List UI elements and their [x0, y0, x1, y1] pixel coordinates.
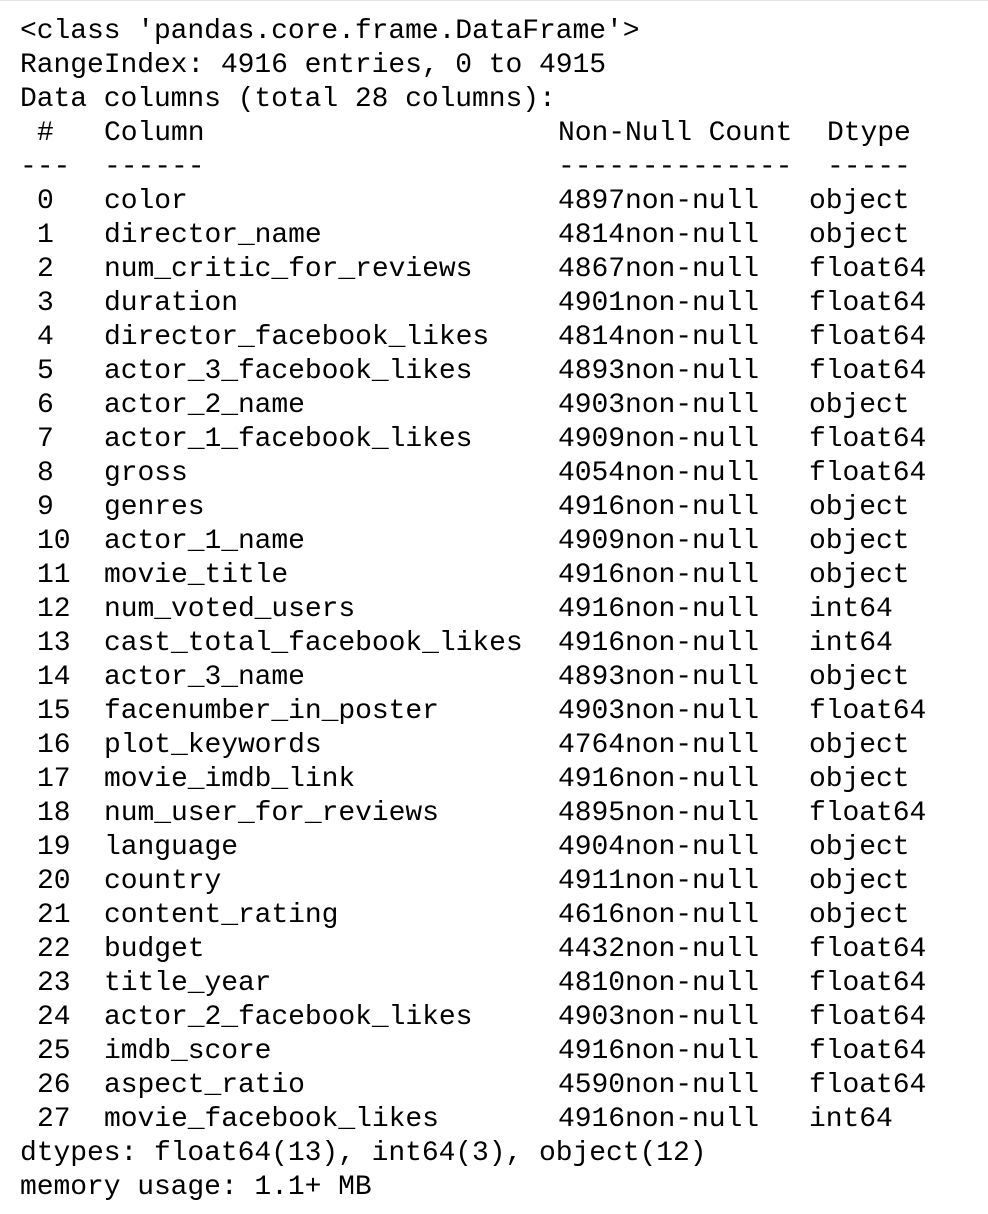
row-index-value: 4	[37, 322, 54, 353]
row-index-value: 26	[37, 1070, 71, 1101]
row-index	[20, 219, 104, 253]
row-non-null-count: 4867	[558, 254, 625, 285]
row-index-value: 7	[37, 424, 54, 455]
row-index-value: 2	[37, 254, 54, 285]
class-line: <class 'pandas.core.frame.DataFrame'>	[20, 16, 640, 47]
table-row	[20, 185, 926, 219]
row-column-name: actor_2_name	[104, 390, 305, 421]
row-non-null-count: 4814	[558, 322, 625, 353]
row-index-value: 15	[37, 696, 71, 727]
row-column-name: num_voted_users	[104, 594, 356, 625]
row-non-null-count: 4901	[558, 288, 625, 319]
row-non-null-label: non-null	[625, 696, 759, 727]
table-row	[20, 389, 926, 423]
row-index-value: 23	[37, 968, 71, 999]
row-column-name: genres	[104, 492, 205, 523]
row-dtype: object	[809, 866, 910, 897]
row-index-value: 5	[37, 356, 54, 387]
row-index-value: 16	[37, 730, 71, 761]
row-column-name: movie_imdb_link	[104, 764, 356, 795]
row-dtype: float64	[809, 322, 927, 353]
dtypes-summary-line: dtypes: float64(13), int64(3), object(12)	[20, 1138, 707, 1169]
table-row	[20, 899, 926, 933]
row-index	[20, 763, 104, 797]
table-row	[20, 1035, 926, 1069]
row-dtype: float64	[809, 356, 927, 387]
row-column-name: movie_title	[104, 560, 289, 591]
row-index	[20, 321, 104, 355]
table-row	[20, 797, 926, 831]
row-column-name: language	[104, 832, 238, 863]
row-non-null-count: 4909	[558, 424, 625, 455]
row-index-value: 25	[37, 1036, 71, 1067]
header-dtype: Dtype	[827, 118, 911, 149]
row-column-name: actor_1_name	[104, 526, 305, 557]
row-non-null-count: 4764	[558, 730, 625, 761]
row-dtype: int64	[809, 1104, 893, 1135]
row-non-null-label: non-null	[625, 186, 759, 217]
row-index	[20, 797, 104, 831]
row-dtype: object	[809, 492, 910, 523]
row-non-null-label: non-null	[625, 1070, 759, 1101]
row-dtype: object	[809, 764, 910, 795]
dataframe-info-output	[20, 15, 926, 1205]
row-non-null-label: non-null	[625, 900, 759, 931]
row-dtype: int64	[809, 628, 893, 659]
row-non-null-label: non-null	[625, 1104, 759, 1135]
row-non-null-count: 4909	[558, 526, 625, 557]
row-index	[20, 729, 104, 763]
row-index	[20, 967, 104, 1001]
row-dtype: float64	[809, 968, 927, 999]
row-index-value: 1	[37, 220, 54, 251]
table-row	[20, 287, 926, 321]
row-index-value: 0	[37, 186, 54, 217]
row-dtype: float64	[809, 1002, 927, 1033]
separator-dtype: -----	[827, 152, 911, 183]
row-non-null-label: non-null	[625, 730, 759, 761]
row-non-null-label: non-null	[625, 934, 759, 965]
row-dtype: object	[809, 220, 910, 251]
row-dtype: float64	[809, 1036, 927, 1067]
row-index-value: 17	[37, 764, 71, 795]
row-column-name: imdb_score	[104, 1036, 272, 1067]
row-index-value: 12	[37, 594, 71, 625]
row-dtype: object	[809, 900, 910, 931]
row-non-null-label: non-null	[625, 492, 759, 523]
table-row	[20, 627, 926, 661]
row-column-name: aspect_ratio	[104, 1070, 305, 1101]
table-row	[20, 661, 926, 695]
row-index	[20, 661, 104, 695]
row-dtype: float64	[809, 696, 927, 727]
row-dtype: object	[809, 730, 910, 761]
row-dtype: float64	[809, 254, 927, 285]
row-non-null-label: non-null	[625, 424, 759, 455]
separator-index: ---	[20, 152, 71, 183]
table-row	[20, 831, 926, 865]
table-row	[20, 355, 926, 389]
table-row	[20, 559, 926, 593]
row-dtype: int64	[809, 594, 893, 625]
memory-usage-line: memory usage: 1.1+ MB	[20, 1172, 372, 1203]
row-non-null-label: non-null	[625, 1036, 759, 1067]
row-non-null-count: 4916	[558, 560, 625, 591]
table-row	[20, 321, 926, 355]
table-row	[20, 1103, 926, 1137]
row-index	[20, 457, 104, 491]
row-index	[20, 899, 104, 933]
row-column-name: budget	[104, 934, 205, 965]
table-row	[20, 1069, 926, 1103]
table-row	[20, 729, 926, 763]
row-column-name: cast_total_facebook_likes	[104, 628, 523, 659]
row-index-value: 9	[37, 492, 54, 523]
table-row	[20, 457, 926, 491]
row-non-null-label: non-null	[625, 220, 759, 251]
column-rows	[20, 185, 926, 1137]
row-column-name: movie_facebook_likes	[104, 1104, 439, 1135]
row-dtype: object	[809, 390, 910, 421]
row-index-value: 14	[37, 662, 71, 693]
row-non-null-count: 4903	[558, 696, 625, 727]
row-index-value: 18	[37, 798, 71, 829]
row-non-null-count: 4916	[558, 492, 625, 523]
row-non-null-count: 4916	[558, 628, 625, 659]
table-row	[20, 593, 926, 627]
row-non-null-label: non-null	[625, 1002, 759, 1033]
row-non-null-label: non-null	[625, 594, 759, 625]
row-non-null-count: 4903	[558, 1002, 625, 1033]
row-non-null-count: 4916	[558, 764, 625, 795]
row-index-value: 11	[37, 560, 71, 591]
row-column-name: country	[104, 866, 222, 897]
column-header-row	[20, 117, 926, 151]
row-non-null-count: 4911	[558, 866, 625, 897]
output-top-border	[0, 0, 988, 1]
table-row	[20, 933, 926, 967]
row-index-value: 24	[37, 1002, 71, 1033]
data-columns-line: Data columns (total 28 columns):	[20, 84, 556, 115]
row-non-null-label: non-null	[625, 390, 759, 421]
row-column-name: director_name	[104, 220, 322, 251]
row-non-null-count: 4897	[558, 186, 625, 217]
table-row	[20, 219, 926, 253]
row-non-null-count: 4616	[558, 900, 625, 931]
row-column-name: content_rating	[104, 900, 339, 931]
row-index-value: 8	[37, 458, 54, 489]
row-index-value: 3	[37, 288, 54, 319]
row-non-null-label: non-null	[625, 458, 759, 489]
row-index-value: 10	[37, 526, 71, 557]
row-non-null-count: 4814	[558, 220, 625, 251]
row-column-name: plot_keywords	[104, 730, 322, 761]
row-index	[20, 1035, 104, 1069]
row-index-value: 27	[37, 1104, 71, 1135]
row-index	[20, 423, 104, 457]
row-dtype: float64	[809, 934, 927, 965]
row-index	[20, 389, 104, 423]
row-column-name: color	[104, 186, 188, 217]
row-index-value: 22	[37, 934, 71, 965]
row-index	[20, 933, 104, 967]
row-non-null-count: 4916	[558, 1104, 625, 1135]
row-index-value: 20	[37, 866, 71, 897]
row-non-null-count: 4893	[558, 662, 625, 693]
row-index	[20, 865, 104, 899]
row-column-name: num_critic_for_reviews	[104, 254, 473, 285]
row-index-value: 6	[37, 390, 54, 421]
row-non-null-label: non-null	[625, 526, 759, 557]
row-dtype: object	[809, 662, 910, 693]
header-column: Column	[104, 118, 205, 149]
row-dtype: float64	[809, 458, 927, 489]
row-dtype: float64	[809, 1070, 927, 1101]
row-index	[20, 695, 104, 729]
row-index	[20, 1069, 104, 1103]
table-row	[20, 763, 926, 797]
row-dtype: float64	[809, 424, 927, 455]
row-non-null-count: 4903	[558, 390, 625, 421]
row-column-name: gross	[104, 458, 188, 489]
row-non-null-label: non-null	[625, 322, 759, 353]
row-index	[20, 355, 104, 389]
row-column-name: actor_3_facebook_likes	[104, 356, 473, 387]
row-non-null-count: 4895	[558, 798, 625, 829]
table-row	[20, 253, 926, 287]
table-row	[20, 491, 926, 525]
row-non-null-label: non-null	[625, 764, 759, 795]
table-row	[20, 695, 926, 729]
row-non-null-count: 4810	[558, 968, 625, 999]
row-column-name: num_user_for_reviews	[104, 798, 439, 829]
row-non-null-count: 4432	[558, 934, 625, 965]
table-row	[20, 423, 926, 457]
separator-row	[20, 151, 926, 185]
row-column-name: actor_3_name	[104, 662, 305, 693]
row-non-null-label: non-null	[625, 560, 759, 591]
row-non-null-label: non-null	[625, 628, 759, 659]
range-index-line: RangeIndex: 4916 entries, 0 to 4915	[20, 50, 606, 81]
row-index	[20, 1001, 104, 1035]
table-row	[20, 865, 926, 899]
row-index	[20, 559, 104, 593]
table-row	[20, 525, 926, 559]
row-dtype: object	[809, 186, 910, 217]
row-non-null-count: 4590	[558, 1070, 625, 1101]
row-non-null-label: non-null	[625, 968, 759, 999]
row-non-null-count: 4893	[558, 356, 625, 387]
row-non-null-count: 4916	[558, 594, 625, 625]
table-row	[20, 1001, 926, 1035]
row-index-value: 19	[37, 832, 71, 863]
row-index	[20, 831, 104, 865]
row-index	[20, 525, 104, 559]
row-index	[20, 185, 104, 219]
row-dtype: float64	[809, 798, 927, 829]
row-column-name: actor_1_facebook_likes	[104, 424, 473, 455]
table-row	[20, 967, 926, 1001]
row-index	[20, 593, 104, 627]
row-index	[20, 1103, 104, 1137]
row-index	[20, 253, 104, 287]
row-dtype: object	[809, 526, 910, 557]
row-index	[20, 627, 104, 661]
row-column-name: duration	[104, 288, 238, 319]
row-non-null-label: non-null	[625, 662, 759, 693]
row-non-null-label: non-null	[625, 254, 759, 285]
row-column-name: title_year	[104, 968, 272, 999]
row-non-null-label: non-null	[625, 356, 759, 387]
row-non-null-count: 4904	[558, 832, 625, 863]
row-non-null-label: non-null	[625, 866, 759, 897]
row-dtype: object	[809, 560, 910, 591]
row-non-null-label: non-null	[625, 832, 759, 863]
row-column-name: director_facebook_likes	[104, 322, 490, 353]
row-index	[20, 287, 104, 321]
row-dtype: float64	[809, 288, 927, 319]
separator-column: ------	[104, 152, 205, 183]
row-index	[20, 491, 104, 525]
header-non-null-count: Non-Null Count	[558, 118, 793, 149]
row-non-null-count: 4054	[558, 458, 625, 489]
row-column-name: actor_2_facebook_likes	[104, 1002, 473, 1033]
row-non-null-label: non-null	[625, 288, 759, 319]
row-column-name: facenumber_in_poster	[104, 696, 439, 727]
row-index-value: 21	[37, 900, 71, 931]
row-index-value: 13	[37, 628, 71, 659]
separator-non-null-count: --------------	[558, 152, 793, 183]
row-dtype: object	[809, 832, 910, 863]
header-index: #	[37, 118, 54, 149]
row-non-null-count: 4916	[558, 1036, 625, 1067]
row-non-null-label: non-null	[625, 798, 759, 829]
